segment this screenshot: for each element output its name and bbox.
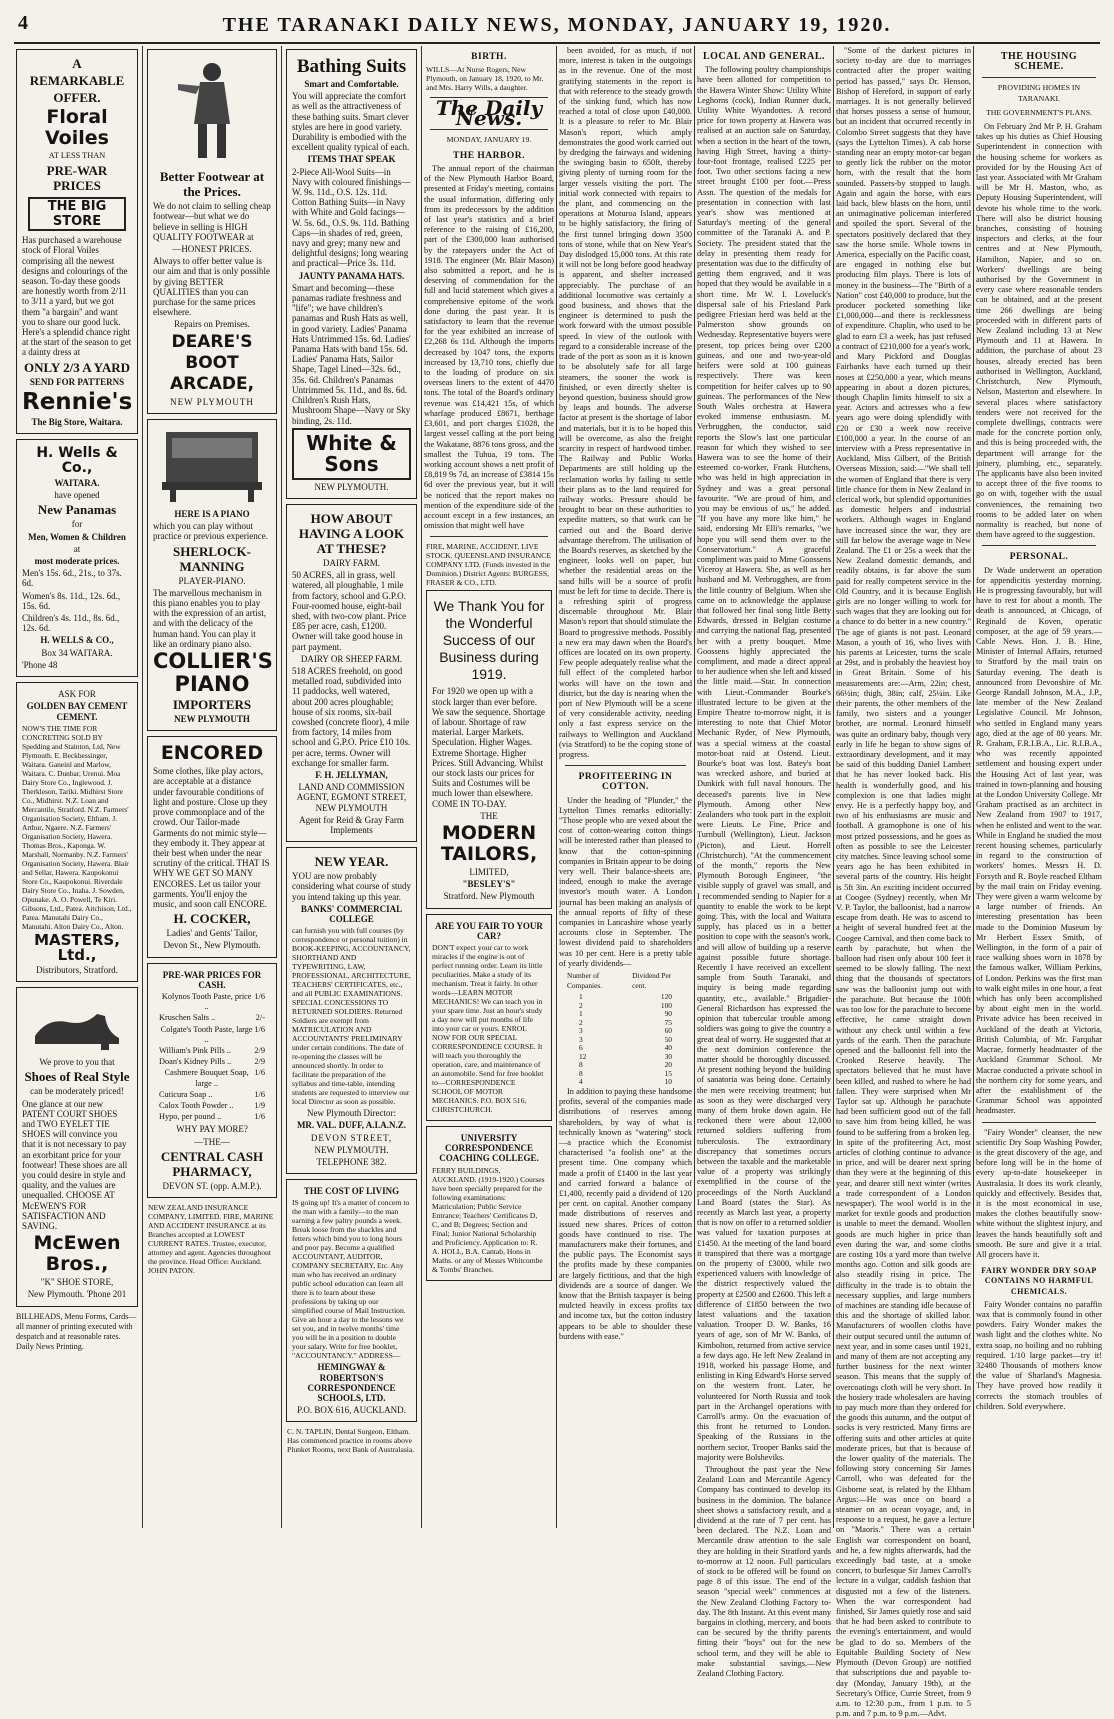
- ad-headline: Bathing Suits: [296, 56, 407, 77]
- article-subheading: THE GOVERNMENT'S PLANS.: [985, 107, 1092, 117]
- article-body: been avoided, for as much, if not more, interest is taken in the outgoings as in the revenue. One of the most gratifying statements in the report is that with reference to the steady growth of the sinking fund, which has now reached a total of close upon £40,000. It is a pleasure to refer to Mr. Blair Mason's report, which amply demonstrates the good work carried out by dredging the fairways and widening the swinging basin to 650ft, thereby giving plenty of turning room for the larger vessels visiting the port. The initial work connected with repairs to the plant, and commencing on the operations at Moturoa Island, appears to be highly satisfactory, the firing of the first tunnel bringing down 3500 tons of stone, while that on New Year's Day dislodged 15,000 tons. At this rate it will not be long before good headway is apparent, and shelter increased appreciably. The purchase of an additional locomotive was certainly a good business, and shows that the engineer is determined to push the work forward with the utmost possible speed. In view of the outlook with regard to a considerable increase of the trade of the port as soon as it is known to be absolutely safe for all large steamers, the sooner the work is finished, or even directly shelter is beyond question, business should grow by leaps and bounds. The adverse factor at present is the shortage of labor and materials, but it is to be hoped this will be overcome, as also the freight scarcity in respect of hardwood timber. The Railway and Public Works Departments are still holding up the reclamation works by failing to settle their plans as to the land required for railway works. Pressure should be brought to bear on these authorities to expedite matters, so that work can be carried out and the Board derive advantage therefrom. The utilisation of the Board's reserves, as sketched by the engineer, looks well on paper, but whether the residential areas on the sand hills will be a source of profit must be left for time to decide. There is a refreshing spirit of progress discernable throughout Mr. Blair Mason's report that should stimulate the Board to progressive methods. Possibly a new era may dawn when the Board's offices are located on its own property. Few people adequately realise what the full effect of the completed harbor works will have on the town and district, but the day is nearing when the port of New Plymouth will be a scene of very considerable activity, needing only a fast express service on the railways to Wellington and Auckland (via Stratford) to be the coping stone of progress.: [559, 46, 692, 760]
- article-heading: PROFITEERING IN COTTON.: [578, 772, 673, 793]
- price-line: Women's 8s. 11d., 12s. 6d., 15s. 6d.: [22, 590, 121, 611]
- figure-illustration: [172, 54, 252, 164]
- ad-body: YOU are now probably considering what course of study you intend taking up this year.: [292, 871, 411, 902]
- table-cell: 1: [579, 992, 583, 1002]
- column-3: [284, 46, 419, 1530]
- ad-headline: GOLDEN BAY CEMENT CEMENT.: [26, 701, 128, 722]
- ad-headline: Better Footwear at the Prices.: [159, 169, 265, 200]
- table-header: Number of Companies.: [567, 971, 603, 991]
- ad-footer: New Plymouth. 'Phone 201: [27, 1289, 127, 1300]
- table-row: [579, 1078, 672, 1087]
- ad-footer: "K" SHOE STORE,: [40, 1277, 114, 1288]
- cocker-ad: [147, 736, 277, 957]
- ad-body: Smart and becoming—these panamas radiate freshness and "life"; we have children's panamas and Rush Hats as well, in good variety. Ladies' Panama Hats Untrimmed 15s. 6d. Ladies' Panama Hats with band 15s. 6d. Ladies' Panama Hats, Sailor Shape, Tagel Lined—32s. 6d., 35s. 6d. Children's Panamas Untrimmed 5s. 11d., and 8s. 6d. Children's Rush Hats, Mushroom Shape—Navy or Sky binding, 2s. 11d.: [292, 282, 411, 426]
- price-item: Cuticura Soap ..: [159, 1089, 213, 1099]
- ad-line: at: [73, 543, 81, 554]
- collier-ad: [147, 419, 277, 731]
- article-heading: LOCAL AND GENERAL.: [702, 51, 826, 62]
- ad-footer: Agent for Reid & Gray Farm Implements: [299, 814, 404, 835]
- table-cell: 3: [579, 1034, 583, 1044]
- table-row: [579, 993, 672, 1002]
- table-cell: 6: [579, 1043, 583, 1053]
- ad-body: which you can play without practice or previous experience.: [153, 521, 268, 542]
- ad-body: Some clothes, like play actors, are acceptable at a distance under favourable conditions of light and posture. Close up they prove commonplace and of the crowd. Our Tailor-made Garments do not mimic style—they embody it. They appear at their best when under the near scrutiny of the critical. THAT IS WHY WE GET SO MANY ENCORES. Let us tailor your garments. You'll enjoy the music, and soon call ENCORE.: [153, 766, 270, 909]
- ad-line: We prove to you that: [39, 1057, 115, 1068]
- ad-line: AT LESS THAN: [48, 151, 106, 160]
- ad-body: You will appreciate the comfort as well as the attractiveness of these bathing suits. Smart clever styles are here in good variety. Durability is embodied with the excellent quality typical of each.: [292, 91, 410, 153]
- ad-line: DAIRY FARM.: [322, 557, 380, 568]
- ad-line: SEND FOR PATTERNS: [29, 376, 125, 387]
- masthead: [0, 0, 1114, 46]
- table-header: Dividend Per cent.: [632, 971, 672, 991]
- article-heading: FAIRY WONDER DRY SOAP CONTAINS NO HARMFUL CHEMICALS.: [981, 1266, 1097, 1296]
- divider: [982, 77, 1096, 78]
- column-divider: [694, 46, 695, 1528]
- price-item: Kolynos Tooth Paste, price ..: [161, 991, 252, 1012]
- hemingway-ad: [286, 1179, 417, 1422]
- ad-line: New Plymouth Director:: [307, 1108, 396, 1119]
- price-line: Children's 4s. 11d., 8s. 6d., 12s. 6d.: [22, 613, 120, 634]
- price-row: [159, 1013, 265, 1023]
- wells-ad: [16, 439, 138, 677]
- price-value: 1/6: [254, 1112, 265, 1122]
- table-cell: 15: [664, 1068, 672, 1078]
- ad-body: Always to offer better value is our aim and that is only possible by giving BETTER QUALITIES than you can purchase for the same prices elsewhere.: [153, 256, 270, 318]
- motor-school-ad: [426, 914, 552, 1121]
- page-number: 4: [18, 12, 28, 34]
- dividend-table: [559, 993, 692, 1087]
- table-cell: 10: [664, 1077, 672, 1087]
- ad-body: 50 ACRES, all in grass, well watered, all ploughable, 1 mile from factory, school and G.P.O. Four-roomed house, eight-bail shed, with two-cow plant. Price £85 per acre, cash, £1200. Owner will take good house in part payment.: [292, 570, 406, 652]
- ad-footer: DEVON ST. (opp. A.M.P.).: [162, 1180, 262, 1191]
- price-value: 2/-: [255, 1013, 265, 1023]
- article-heading: THE HARBOR.: [452, 150, 525, 161]
- article-body: The annual report of the chairman of the New Plymouth Harbor Board, presented at Friday's meeting, contains the usual information, differing only from its predecessors by the addition of last year's statistics and a brief reference to the raising of £16,200, part of the £300,000 loan authorised by the ratepayers under the Act of 1918. The engineer (Mr. Blair Mason) also submitted a report, and he is deserving of commendation for the full and lucid statement which gives a comprehensive epitome of the work done during the past year. It is satisfactory to learn that the revenue for the year exhibited an increase of £2,268 6s 11d. Although the imports decreased by 1047 tons, the exports increased by 13,710 tons, chiefly due to the loading of produce on six overseas liners to the extent of 4470 tons. The total of the Board's ordinary revenue was £14,421 15s, of which wharfage produced £8671, berthage £3,601, and port charges £1028, the largest vessel calling at the port being the Wakatane, 8876 tons gross, and the smallest the Tuhua, 19 tons. The working account shows a nett profit of £8,819 9s 7d, an increase of £3814 15s 6d over the previous year, but it will be noticed that the report makes no mention of the expenditure side of the account except in a few instances, an omission that might well have: [424, 164, 554, 531]
- price-row: [159, 1057, 265, 1067]
- ad-line: THE: [480, 810, 498, 821]
- ad-line: LIMITED,: [469, 866, 509, 877]
- ad-line: Smart and Comfortable.: [304, 79, 399, 89]
- ad-body: DON'T expect your car to work miracles if the engine is out of perfect running order. Learn its little peculiarities. Make a study of its mechanism. Treat it fairly. In other words—LEARN MOTOR MECHANICS! We can teach you in your spare time. Just an hour's study a day now will put months of life into your car or yours. ENROL NOW FOR OUR SPECIAL CORRESPONDENCE COURSE. It will teach you thoroughly the operation, care, and maintenance of an automobile. Send for free booklet to—CORRESPONDENCE SCHOOL OF MOTOR MECHANICS. P.O. BOX 516, CHRISTCHURCH.: [432, 942, 544, 1114]
- ad-headline: Shoes of Real Style: [24, 1069, 130, 1085]
- column-divider: [281, 46, 282, 1528]
- table-cell: 20: [664, 1060, 672, 1070]
- ad-line: can be moderately priced!: [30, 1086, 124, 1097]
- article-body: Dr Wade underwent an operation for appendicitis yesterday morning. He is progressing favourably, but will have to rest for about a month. The death is announced, at Chicago, of Reginald de Koven, operatic composer, at the age of 59 years.—Cable News. Hon. J. B. Hine, Minister of Internal Affairs, returned to Stratford by the mail train on Saturday evening. The death is announced from Devonshire of Mr. George Randall Johnson, M.A., J.P., late member of the New Zealand Legislative Council. Mr Johnson, who settled in England many years ago, died at the age of 80 years. Mr. R. Graham, F.R.I.B.A., Lic. R.I.B.A., who was recently appointed settlement and housing expert under the Housing Act of last year, was trained in town-planning and housing at the London University College. Mr Graham practised as an architect in New Zealand from 1907 to 1917, when he enlisted and went to the war. While in England he studied the most recent housing schemes, particularly in regard to the construction of workers' homes. Messrs H. D. Forsyth and R. Boyle reached Eltham by the mail train on Friday evening. They were given a warm welcome by a large number of friends. An interesting presentation has been made to the Dominion Museum by Mr Herbert Essex Smith, of Wellington, in the form of a pair of race walking shoes worn in 1878 by the famous walker, William Perkins, of London. Perkins was the first man to walk eight miles in one hour, a feat which has only been accomplished by about eight men in the world. Private advice has been received in Auckland of the death at Victoria, British Columbia, of Mr. Farquhar Macrae, formerly headmaster of the Auckland Grammar School. Mr Macrae conducted a private school in the northern city for some years, and after the establishment of the Grammar School was appointed headmaster.: [976, 565, 1102, 1116]
- ad-footer: P.O. BOX 616, AUCKLAND.: [297, 1405, 406, 1416]
- article-body: The following poultry championships have been allotted for competition to the Hawera Winter Show: Utility White Leghorns (cock), Indian Runner duck, Utility White Wyandottes. A record price for town property at Hawera was realised at an auction sale on Saturday, when a section in the heart of the town, having High Street, having a thirty-four-foot frontage, realised £225 per foot. Two other sections facing a new street brought £100 per foot.—Press Assn. The question of the medals for presentation in connection with last year's show was mentioned at Saturday's meeting of the general committee of the Taranaki A. and P. Society. The president stated that the delay in presenting them ready for presentation was due to the difficulty of getting them engraved, and it was hoped that they would be available in a short time. Mr W. I. Loveluck's dispersal sale of his Friesland Park pedigree Friesian herd was held at the Palmerston show grounds on Wednesday. Representative buyers were present, top prices being over £200 guineas, and one and two-year-old heifers were sold at 100 guineas respectively. There was keen competition for heifer calves up to 90 guineas. The performances of the New South Wales orchestra at Hawera evoked immense enthusiasm. M. Verbrugghen, the conductor, said reports the Slow's last one particular reason for which they wished to see Hawera was to see the home of their esteemed co-worker, Frank Hutchens, who was held in high appreciation in Sydney and was a great personal favourite. "We are proud of him, and you may be envious of us," he added. "If you have any more like him," he said, endorsing Mr Elli's remarks, "we hope you will send them over to the Conservatorium." A graceful compliment was paid to Mme Goossens Viceroy at Hawera. She, as well as her husband and M. Verbrugghen, are from the little country of Belgium. When she came on to acknowledge the applause that followed her final song little Betty Edwards, dressed in Belgian costume and carrying the national flag, presented her with a pretty bouquet. Mme Goossens highly appreciated the compliment, and made a direct appeal to her audience when she left and kissed the little maid.—Star. In connection with Lieut.-Commander Bourke's illustrated lecture to be given at the Empire Theatre to-morrow night, it is interesting to note that Chief Motor Mechanic Ryder, of New Plymouth, was a special witness at the coastal motor-boat raid at Ostend. Lieut. Bourke's boat was lost. Batey's boat was wrecked ashore, and buried at Dunkirk with full naval honours. The deceased's parents live in New Plymouth. Among other New Zealanders who took part in the exploit were Lieuts. Le Fine, Price and Turnbull (Wellington), Lieut. Jackson (Picton), and Lieut. Horrell (Christchurch). "At the commencement of the month," reports the New Plymouth Borough Engineer, "the visible supply of gravel was small, and I recommended sending to Napier for a quantity to enable the work to be kept going. This, with the local and Waitara supply, has placed us in a better position to cope with the season's work, and will allow of building up a reserve against possible future shortage. Recently I have received an excellent sample from South Taranaki, and inquiry is being made regarding quantity, etc., available." Brigadier-General Richardson has expressed the opinion that tubercular trouble among soldiers was going to give the country a great deal of worry. He suggested that at the next dominion conference the matter should be thoroughly discussed. At present nothing beyond the building of sanatoria was being done. Certainly the men were receiving treatment; but as soon as they were discharged very many of them broke down again. He reckoned there were about 12,000 returned soldiers suffering from tuberculosis. The extraordinary discrepancy that sometimes occurs between the taxable and the marketable value of a property was strikingly exemplified in the course of the proceedings of the North Auckland Land Board (states the Star). As recently as March last year, a property that is now on offer to a returned soldier was valued for taxation purposes at £1450. At the meeting of the land board it transpired that there was a mortgage on the property of £3000, while two experienced valuers with knowledge of the district respectively valued the property at £2500 and £2600. This left a difference of £1850 between the two latest valuations and the taxation valuation. Trooper D. W. Banks, 16 years of age, son of Mr W. Banks, of Kimbolton, returned from active service a few days ago. He left New Zealand in 1918, worked his passage Home, and enlisting in King Edward's Horse served on the western front. Later, he volunteered for North Russia and took part in the Archangel operations with Carroll's army. On the evacuation of this front he returned to London. Speaking of the Russians in the northern sector, Trooper Banks said the majority were Bolsheviks.: [697, 65, 832, 1462]
- price-value: 2/9: [254, 1057, 265, 1067]
- price-list: [153, 992, 271, 1122]
- ad-brand: PIANO: [174, 672, 250, 697]
- column-divider: [833, 46, 834, 1528]
- table-cell: 75: [664, 1017, 672, 1027]
- price-row: [159, 1068, 265, 1088]
- banks-college-ad: [286, 847, 417, 1174]
- price-item: Hypo, per pound ..: [159, 1112, 222, 1122]
- ad-headline: ENCORED: [160, 742, 264, 765]
- ad-headline: NEW YEAR.: [314, 854, 389, 870]
- ad-line: JAUNTY PANAMA HATS.: [298, 270, 405, 281]
- ad-headline: HOW ABOUT HAVING A LOOK AT THESE?: [298, 510, 405, 556]
- column-8: [976, 46, 1102, 1530]
- piano-illustration: [156, 424, 268, 504]
- article-body: Throughout the past year the New Zealand Loan and Mercantile Agency Company has continued to develop its business in the dominion. The balance sheet shows a satisfactory result, and a dividend at the rate of 7 per cent. has been declared. The N.Z. Loan and Mercantile draw attention to the sale they are holding in their Stratford yards to-morrow at 12 noon. Full particulars of stock to be offered will be found on page 8 of this issue. The end of the season "special week" commences at the New Zealand Clothing Factory to-day. The 8th Instant. At this event many bargains in clothing, mercery, and boots can be secured by the thrifty parents fitting their "boys" out for the new school term, and they will be able to make substantial savings.—New Zealand Clothing Factory.: [697, 1465, 831, 1679]
- ad-brand: DEARE'S BOOT ARCADE,: [169, 331, 255, 394]
- ad-headline: SHERLOCK-MANNING: [172, 543, 251, 574]
- table-row: [579, 1070, 672, 1079]
- ad-footer: Devon St., New Plymouth.: [163, 940, 261, 951]
- price-value: 1/6: [254, 1024, 265, 1034]
- newspaper-title: THE TARANAKI DAILY NEWS, MONDAY, JANUARY 19, 1920.: [222, 14, 892, 36]
- table-row: [579, 1036, 672, 1045]
- article-heading: PERSONAL.: [1009, 552, 1069, 563]
- article-body: "Fairy Wonder" cleanser, the new scientific Dry Soap Washing Powder, is the great discovery of the age, and before long will be in the home of every up-to-date housekeeper in Australasia. It does its work cleanly, quickly and effectively. Besides that, it is the most economical in use, makes the clothes beautifully snow-white without the slightest injury, and leaves the hands beautifully soft and smooth. Be sure and give it a trial. All grocers have it.: [976, 1127, 1102, 1259]
- article-body: Under the heading of "Plunder," the Lyttelton Times remarks editorially: "Those people who are vexed about the cost of cotton-wearing cotton things will be interested rather than pleased to know that the cotton-spinning companies in Britain appear to be doing very well. Their balance-sheets are, indeed, enough to make the average investor's mouth water. A London journal has been making an analysis of the annual reports of fifty of these companies in Lancashire whose yearly accounts close in September. The lowest dividend paid to shareholders was 10 per cent. Here is a pretty table of yearly dividends—: [559, 795, 692, 968]
- table-cell: 2: [579, 1000, 583, 1010]
- ad-line: REMARKABLE: [29, 73, 125, 88]
- ad-line: "BESLEY'S": [462, 879, 516, 890]
- ad-line: ASK FOR: [58, 689, 96, 700]
- column-divider: [421, 46, 422, 1528]
- table-cell: 12: [579, 1051, 587, 1061]
- ad-line: have opened: [54, 490, 100, 501]
- editorial-masthead: The Daily News.: [435, 96, 543, 131]
- table-cell: 120: [660, 992, 672, 1002]
- ad-brand: BANKS' COMMERCIAL COLLEGE: [300, 903, 403, 924]
- column-divider: [556, 46, 557, 1528]
- column-5: [559, 46, 692, 1530]
- divider: [430, 536, 548, 537]
- price-value: 1/6: [254, 1068, 265, 1078]
- ad-price: ONLY 2/3 A YARD: [23, 359, 131, 375]
- ad-body: The marvellous mechanism in this piano enables you to play with the expression of an artist, and with the delicacy of the human hand. You can play it like an ordinary piano also.: [153, 587, 266, 649]
- ad-body: can furnish you with full courses (by correspondence or personal tuition) in BOOK-KEEPING, ACCOUNTANCY, SHORTHAND AND TYPEWRITING, LAW, PROFESSIONAL, ARCHITECTURE, TEACHERS' CERTIFICATES, etc., and all PUBLIC EXAMINATIONS. SPECIAL CONCESSIONS TO RETURNED SOLDIERS. Returned Soldiers are exempt from MATRICULATION AND ACCOUNTANTS' PRELIMINARY under certain conditions. The date of re-opening the classes will be announced shortly. In order to facilitate the preparation of the syllabus and time-table, intending students are requested to interview our local Director as soon as possible.: [292, 926, 411, 1107]
- price-value: 1/9: [254, 1100, 265, 1110]
- rennies-ad: [16, 49, 138, 434]
- ad-body: 2-Piece All-Wool Suits—in Navy with coloured finishings—W. 9s. 11d., O.S. 12s. 11d. Cotton Bathing Suits—in Navy with White and Gold facings—W. 5s. 6d., O.S. 9s. 11d. Bathing Caps—in shades of red, green, navy and grey; many new and delightful designs; long wearing and practical—Price 3s. 11d.: [292, 166, 411, 269]
- ad-footer: Distributors, Stratford.: [36, 964, 118, 975]
- ad-line: A: [72, 56, 82, 71]
- price-item: Doan's Kidney Pills ..: [159, 1057, 232, 1067]
- ad-body: Has purchased a warehouse stock of Floral Voiles comprising all the newest designs and colourings of the season. To-day these goods are honestly worth from 2/11 to 3/11 a yard, but we got them "a bargain" and want you to share our good luck. Here's a splendid chance right at the start of the season to get a dainty dress at: [22, 235, 132, 358]
- table-row: [579, 1002, 672, 1011]
- article-body: "Some of the darkest pictures in society to-day are due to marriages contracted after the proper waiting period has passed," says Dr. Henson, Bishop of Hereford, in support of early marriages. It is not generally believed that horses possess a sense of humour, but an incident that occurred recently in Colombo Street suggests that they have (says the Lyttelton Times). A cab horse standing near an empty motor-car began to gently lick the rubber on the motor horn, with the result that the horn sounded. Passers-by stopped to laugh. Again and again the horse, with ears laid back, blew blasts on the horn, until an unimaginative policeman interfered and spoiled the sport. Several of the spectators positively declared that they saw the horse smile. Whole towns in America, especially on the Pacific coast, are engaged in nothing else but producing film plays. There is lots of money in the business—The "Birth of a Nation" cost £40,000 to produce, but the producer pocketed something like £1,000,000—and there is recklessness of expenditure. Chaplin, who used to be glad to earn £3 a week, has just refused a contract of £210,000 for a year's work, and Mary Pickford and Douglas Fairbanks have each turned up their noses at £250,000 a year, which means appearing in about a dozen pictures, though Chaplin limits himself to six a year. Actors and actresses who a few years ago were doing splendidly with £20 or £30 a week now receive £100,000 a year. In the course of an interview with a Press representative in Auckland, Miss Gilbert, of the British Overseas Mission, said:—"We shall tell the women of England that there is very little chance for them in New Zealand in clerical work, but splendid opportunities as domestic helpers and industrial workers. Although wages in England have increased since the war, they are still far below the average wage in New Zealand. The £1 or 25s a week that the New Zealand domestic demands, and readily obtains, is far above the sum paid for really competent service in the Old Country, and it is because English girls are no longer willing to work for such wages that they are looking out for a chance to do better in a new country." The age of giants is not past. Leonard Mason, a youth of 16, who lives with his parents at Leicester, turns the scale at 29st, and is probably the heaviest boy in Great Britain. Some of his measurements are:—Arm, 22in; chest, 66½in; thigh, 38in; calf, 25¼in. Like their parents, the other members of the family, two sisters and a younger brother, are normal. Leonard himself was quite an ordinary baby, though very early in life he began to show signs of extraordinary development, and it may be said of this budding Daniel Lambert that he has never looked back. His health is wonderfully good, and his complexion is one that ladies might envy. He is a perfectly happy boy, and two of his enthusiasms are music and football. A gramophone is one of his most prized possessions, and he goes as often as possible to see the Leicester city matches. Since leaving school some years ago he has been exhibited in several parts of the country. His height is 5ft 3in. An exciting incident occurred at Coogee (Sydney) recently, when Mr V. P. Taylor, the balloonist, had a narrow escape from death. He was to ascend to a height of several hundred feet at the Coogee Carnival, and then come back to earth by parachute, but when the balloon had risen only about 100 feet it seemed to be slowly falling. The next thing that the thousands of spectators saw was the balloonist jump out with the parachute. But because the 100ft was too low for the parachute to become effective, he came straight down without any check until within a few yards of the earth. Then the parachute opened and the balloonist fell into the Crooked Reserve heavily. The spectators believed that he must have been killed, and rushed to where he had fallen. They were surprised when Mr Taylor sat up. Although he parachute had been sufficient good out of the fall to save him from being killed, he was found to be suffering from a broken leg. In spite of the profiteering Act, most articles of clothing continue to advance in price, and will be dearer next spring than they were at the beginning of this year, and dearer still next winter (writes a trade correspondent of a London newspaper). The wool world is in the market for textile goods and production is unable to meet the demand. Woollen goods are much higher in price than even during the war, and some cloths are costing 10s a yard more than twelve months ago. Cotton and silk goods are also steadily rising in price. The difficulty in the trade is to obtain the necessary supplies, and large numbers of machines are standing idle because of this and the shortage of skilled labor. Manufacturers of woollen cloths have their output secured until the autumn of next year, and in some cases until 1921, and many of them are not accepting any further business for the next winter season. This means that the supply of overcoatings cloth will be very short. In the hosiery trade wholesalers are having to pay much more than they ordered for the goods this autumn, and the output of socks is very restricted. Many firms are offering suits and other articles at quite moderate prices, but that is because of the lower quality of the materials. The following story concerning Sir James Carroll, who was defeated for the Gisborne seat, is related by the Eltham Argus:—He was once on board a steamer on an ocean voyage, and, in response to a request, he gave a lecture on "Maoris." There was a certain English war correspondent on board, and he, a few nights afterwards, had the exceedingly bad taste, at a smoke concert, to burlesque Sir James Carroll's lecture in a vulgar, caddish fashion that disgusted not a few of the listeners. When the war correspondent had finished, Sir James quietly rose and said that he had been asked to contribute to the evening's entertainment, and would be glad to do so. Members of the Equitable Building Society of New Plymouth (Devon Group) are notified that subscriptions due and payable to-day (Monday, January 19th), at the Secretary's Office, Currie Street, from 9 a.m. to 12:30 p.m., from 1 p.m. to 5 p.m. and 7 p.m. to 9 p.m.—Advt.: [836, 46, 971, 1719]
- table-cell: 8: [579, 1060, 583, 1070]
- ad-line: Ladies' and Gents' Tailor,: [166, 928, 258, 939]
- mcewen-ad: [16, 987, 138, 1307]
- table-cell: 60: [664, 1026, 672, 1036]
- table-cell: 90: [664, 1009, 672, 1019]
- university-ad: [426, 1126, 552, 1281]
- divider: [982, 545, 1096, 546]
- modern-tailors-ad: [426, 590, 552, 908]
- birth-notice: WILLS—At Nurse Rogers, New Plymouth, on January 18, 1920, to Mr. and Mrs. Harry Wills, a daughter.: [426, 65, 544, 93]
- printing-notice: BILLHEADS, Menu Forms, Cards—all manner of printing executed with despatch and at reasonable rates. Daily News Printing.: [16, 1311, 137, 1352]
- ad-headline: PRE-WAR PRICES FOR CASH.: [162, 969, 262, 990]
- ad-footer: H. WELLS & CO.,: [40, 635, 114, 646]
- table-row: [579, 1061, 672, 1070]
- ad-headline: THE COST OF LIVING: [303, 1186, 400, 1197]
- ad-line: WAITARA.: [54, 478, 100, 489]
- table-row: [579, 1019, 672, 1028]
- column-4: [424, 46, 554, 1530]
- ad-headline: We Thank You for the Wonderful Success of our Business during 1919.: [433, 598, 545, 683]
- ad-headline: UNIVERSITY CORRESPONDENCE COACHING COLLEGE.: [439, 1132, 539, 1164]
- table-cell: 2: [579, 1017, 583, 1027]
- article-body: In addition to paying these handsome profits, several of the companies made distributions of reserves among shareholders, by way of what is technically known as "watering" stock—a practice which the Economist characterised "a foolish one" at the present time. One company which made a profit of £1400 in the last year and carried forward a balance of £1,400, recently paid a dividend of 120 per cent. on capital. Another company made distributions of reserves and issued new shares. Prices of cotton goods have continued to rise. The manufacturers make their fortunes, and the public pays. The Economist says the profits made by these companies are largely fictitious, and that the high dividends are a source of danger. We know that the British taxpayer is being mulcted heavily in excess profits tax and income tax, but the cotton industry appears to be able to shoulder these burdens with ease.": [559, 1086, 692, 1341]
- deares-ad: [147, 49, 277, 414]
- ad-line: HERE IS A PIANO: [174, 509, 250, 520]
- table-cell: 8: [579, 1068, 583, 1078]
- price-row: [159, 1025, 265, 1045]
- ad-brand: Rennie's: [22, 388, 133, 415]
- price-value: 1/6: [254, 1089, 265, 1099]
- insurance-notice: NEW ZEALAND INSURANCE COMPANY, LIMITED. FIRE, MARINE AND ACCIDENT INSURANCE at its Branches accepted at LOWEST CURRENT RATES. Trustee, executor, attorney and agent. Agencies throughout the province. Head Office: Auckland. JOHN PATON.: [148, 1202, 274, 1275]
- ad-footer: Box 34 WAITARA.: [41, 647, 113, 658]
- table-cell: 1: [579, 1009, 583, 1019]
- ad-footer: DEVON STREET,: [310, 1132, 393, 1143]
- ad-body: One glance at our new PATENT COURT SHOES and TWO EYELET TIE SHOES will convince you that it is not necessary to pay an exorbitant price for your footwear! These shoes are all you could desire in style and quality, and the values are unequalled. CHOOSE AT McEWEN'S FOR SATISFACTION AND SAVING.: [22, 1098, 128, 1231]
- column-1: [14, 46, 140, 1530]
- ad-brand: H. Wells & Co.,: [36, 445, 118, 477]
- price-line: Men's 15s. 6d., 21s., to 37s. 6d.: [22, 568, 122, 589]
- table-cell: 100: [660, 1000, 672, 1010]
- ad-footer: NEW PLYMOUTH.: [314, 1144, 389, 1155]
- insurance-notice: FIRE, MARINE, ACCIDENT, LIVE STOCK. QUEENSLAND INSURANCE COMPANY LTD. (Funds invested in the Dominion.) District Agents: BURGESS, FRASER & CO., LTD.: [426, 542, 551, 588]
- ad-body: We do not claim to selling cheap footwear—but what we do believe in selling is HIGH QUALITY FOOTWEAR at: [153, 201, 271, 242]
- ad-line: —THE—: [194, 1136, 230, 1147]
- ad-body: NOW'S THE TIME FOR CONCRETING SOLD BY Spedding and Stainton, Ltd, New Plymouth. E. Beckbessinger, Waitara. Ganeinl and Marlow, Waitara. C. Dunbar, Urenui. Moa Dairy Store Co., Inglewood. J. Therkleson, Tariki. Midhirst Store Co., Midhirst. N.Z. Loan and Mercantile, Stratford. N.Z. Farmers' Organisation Society, Eltham. J. Arthur, Ngaere. N.Z. Farmers' Organisation Society, Hawera. Thomas Bros., Kaponga. W. Marshall, Normanby. N.Z. Farmers' Organisation Society, Hawera. Blair and Sellar, Hawera. Kaupokonui Store Co., Kaupokonui. Riverdale Dairy Store Co., Inaha. J. Sowden, Opunake. A. O. Powell, Te Kiri. Gibsons, Ltd., Patea. Aitchison, Ltd., Patea. Manutahi Dairy Co., Manutahi. Alton Dairy Co., Alton.: [22, 723, 132, 931]
- divider: [565, 765, 686, 766]
- ad-footer: 'Phone 48: [22, 659, 58, 670]
- ad-brand: MASTERS, Ltd.,: [34, 930, 120, 964]
- article-body: Fairy Wonder contains no paraffin wax that is commonly found in other powders. Fairy Wonder makes the wash light and the clothes white. No extra soap, no boiling and no rubbing required. 1/10 large packet—try it! 32480 Thousands of mothers know the value of Sharland's Magnesia. They have proved how readily it corrects the stomach troubles of children. Sold everywhere.: [976, 1299, 1102, 1411]
- ad-headline: Floral Voiles: [45, 106, 109, 149]
- ad-brand: HEMINGWAY & ROBERTSON'S CORRESPONDENCE SCHOOLS, LTD.: [307, 1362, 396, 1404]
- table-cell: 4: [579, 1077, 583, 1087]
- dentist-notice: C. N. TAPLIN, Dental Surgeon, Eltham. Has commenced practice in rooms above Plunket Rooms, next Bank of Australasia.: [287, 1427, 415, 1455]
- ad-line: Men, Women & Children: [28, 531, 126, 542]
- ad-headline: New Panamas: [37, 502, 117, 518]
- ad-footer: NEW PLYMOUTH.: [314, 481, 389, 492]
- ad-body: For 1920 we open up with a stock larger than ever before. We saw the sequence. Shortage of labour. Shortage of raw material. Larger Markets. Speculation. Higher Wages. Extreme Shortage. Higher Prices. Still Advancing. Whilst our stock lasts our prices for Suits and Costumes will be much lower than elsewhere. COME IN TO-DAY.: [432, 686, 545, 809]
- ad-line: ITEMS THAT SPEAK: [307, 154, 396, 165]
- ad-line: Repairs on Premises.: [174, 319, 250, 330]
- table-row: [579, 1027, 672, 1036]
- column-6: [697, 46, 832, 1679]
- ad-line: PRE-WAR PRICES: [46, 163, 108, 194]
- price-row: [159, 1112, 265, 1122]
- column-2: [145, 46, 279, 1530]
- ad-brand: F. H. JELLYMAN,: [315, 769, 388, 780]
- birth-heading: BIRTH.: [471, 52, 507, 62]
- ad-line: most moderate prices.: [34, 556, 120, 567]
- ad-footer: LAND AND COMMISSION AGENT, EGMONT STREET, NEW PLYMOUTH: [296, 782, 407, 813]
- ad-line: —HONEST PRICES.: [172, 244, 252, 255]
- article-subheading: PROVIDING HOMES IN TARANAKI.: [997, 83, 1081, 103]
- divider: [982, 1122, 1096, 1123]
- table-cell: 40: [664, 1043, 672, 1053]
- ad-line: WHY PAY MORE?: [176, 1124, 248, 1135]
- ad-footer: The Big Store, Waitara.: [31, 416, 123, 427]
- column-divider: [973, 46, 974, 1528]
- ad-line: DAIRY OR SHEEP FARM.: [300, 653, 403, 664]
- ad-line: PLAYER-PIANO.: [178, 575, 246, 586]
- price-value: 2/9: [254, 1045, 265, 1055]
- dividend-table-header: [567, 971, 684, 991]
- article-body: On February 2nd Mr P. H. Graham takes up his duties as Chief Housing Superintendent in connection with the housing scheme for workers as provided for by the Housing Act of last year. Associated with Mr Graham will be Mr H. Maston, who, as Deputy Housing Superintendent, will devote his whole time to the work. There will also be district housing branches, consisting of housing inspectors and clerks, at the four centres and at New Plymouth, Hamilton, Napier, and so on. Workers' dwellings are being authorised by the Government in every case where reasonable tenders can be obtained, and at the present time 266 dwellings are being proceeded with in different parts of New Zealand including 13 at New Plymouth and 11 at Hawera. In addition, the purchase of about 23 houses, already erected has been authorised in Wellington, Auckland, Christchurch, New Plymouth, Nelson, Masterton and elsewhere. In several places where satisfactory tenders were not received for the complete dwellings, contracts were made for the concrete portion only, and this is being proceeded with, the department will arrange for the joinery, plumbing, etc., separately. The applicants have also been invited to accept three of the five rooms to go on with, together with the usual conveniences, the remaining two rooms to be added later on when normality is reached, but none of them have agreed to the suggestion.: [976, 122, 1102, 540]
- masthead-rule: [14, 42, 1100, 44]
- price-row: [159, 1101, 265, 1111]
- price-item: Kruschen Salts ..: [159, 1013, 216, 1023]
- ad-brand: COLLIER'S: [153, 649, 273, 674]
- article-heading: THE HOUSING SCHEME.: [1000, 51, 1078, 73]
- white-sons-ad: [286, 49, 417, 499]
- ad-footer: NEW PLYMOUTH: [174, 714, 250, 725]
- price-value: 1/6: [254, 991, 265, 1001]
- ad-line: MR. VAL. DUFF, A.I.A.N.Z.: [296, 1120, 407, 1131]
- ad-brand: CENTRAL CASH PHARMACY,: [160, 1148, 264, 1179]
- price-item: Colgate's Tooth Paste, large ..: [160, 1024, 253, 1044]
- table-cell: 30: [664, 1051, 672, 1061]
- ad-footer: TELEPHONE 382.: [316, 1157, 387, 1168]
- ad-brand: White & Sons: [292, 428, 411, 480]
- table-cell: 50: [664, 1034, 672, 1044]
- ad-headline: ARE YOU FAIR TO YOUR CAR?: [435, 920, 543, 941]
- editorial-date: MONDAY, JANUARY 19.: [446, 134, 532, 144]
- price-item: Cashmere Bouquet Soap, large ..: [164, 1068, 249, 1088]
- ad-footer: Stratford. New Plymouth: [443, 891, 535, 902]
- price-item: Calox Tooth Powder ..: [159, 1100, 234, 1110]
- pharmacy-ad: [147, 963, 277, 1198]
- ad-footer: NEW PLYMOUTH: [170, 396, 254, 407]
- shoe-illustration: [27, 992, 127, 1052]
- table-row: [579, 1044, 672, 1053]
- table-cell: 3: [579, 1026, 583, 1036]
- cement-ad: [16, 682, 138, 982]
- table-row: [579, 1010, 672, 1019]
- price-row: [159, 992, 265, 1012]
- ad-line: OFFER.: [53, 90, 101, 105]
- column-7: [836, 46, 971, 1719]
- ad-body: FERRY BUILDINGS, AUCKLAND. (1919-1920.) Courses have been specially prepared for the following examinations: Matriculation; Public Service Entrance; Teachers' Certificates D, C, and B; Degrees; Section and Final; Junior National Scholarship and Proficiency. Application to: R. A. HOLL, B.A. Cantab, Hons in Maths. or any of Messrs Whitcombe & Tombs' Branches.: [432, 1165, 545, 1274]
- ad-body: 518 ACRES freehold, on good metalled road, subdivided into 11 paddocks, well watered, about 200 acres ploughable; house of six rooms, six-bail cowshed (concrete floor), 4 mile from factory, 14 miles from school and G.P.O. Price £10 10s. per acre, terms. Owner will exchange for smaller farm.: [292, 665, 411, 768]
- ad-body: IS going up! It's a matter of concern to the man with a family—to the man earning a few paltry pounds a week. Break loose from the shackles and fetters which bind you to long hours and poor pay. Become a qualified ACCOUNTANT, AUDITOR, COMPANY SECRETARY, Etc. Any man who has received an ordinary public school education can learn all there is to learn about these professions by taking up our simplified course of Mail Instruction. Give an hour a day to the lessons we set you, and in twelve months' time you will be in a position to double your salary. Write for free booklet, "ACCOUNTANCY." ADDRESS—: [292, 1198, 410, 1361]
- price-row: [159, 1046, 265, 1056]
- ad-brand: McEwen Bros.,: [33, 1232, 121, 1276]
- ad-line: for: [71, 519, 83, 530]
- table-row: [579, 1053, 672, 1062]
- store-name: THE BIG STORE: [28, 197, 126, 231]
- ad-brand: MODERN TAILORS,: [440, 821, 538, 865]
- column-divider: [142, 46, 143, 1528]
- jellyman-ad: [286, 504, 417, 842]
- ad-brand: H. COCKER,: [173, 911, 251, 927]
- price-item: William's Pink Pills ..: [159, 1045, 231, 1055]
- ad-line: IMPORTERS: [172, 697, 252, 713]
- price-row: [159, 1090, 265, 1100]
